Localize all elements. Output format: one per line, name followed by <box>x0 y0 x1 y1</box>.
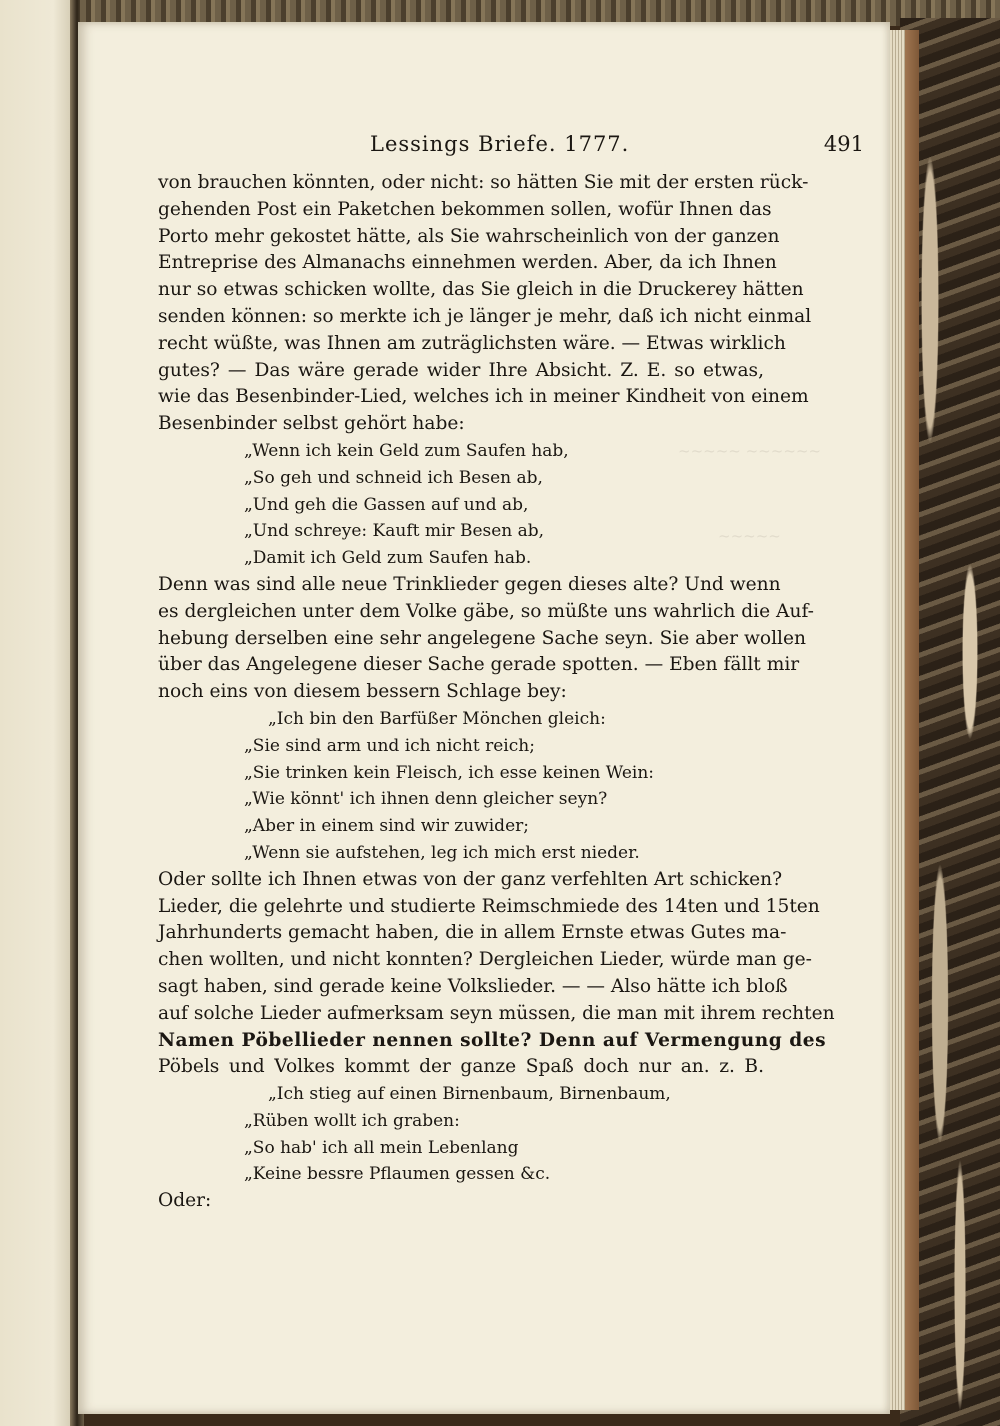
text-line: Oder: <box>158 1190 212 1212</box>
verse-line: „So geh und schneid ich Besen ab, <box>244 467 543 488</box>
text-line: nur so etwas schicken wollte, das Sie gleich in die Druckerey hätten <box>158 279 804 301</box>
verse-line: „Und schreye: Kauft mir Besen ab, <box>244 521 545 542</box>
text-line: chen wollten, und nicht konnten? Dergleichen Lieder, würde man ge- <box>158 949 812 971</box>
text-line: Lieder, die gelehrte und studierte Reimschmiede des 14ten und 15ten <box>158 895 820 917</box>
text-line: gutes? — Das wäre gerade wider Ihre Absicht. Z. E. so etwas, <box>158 359 764 381</box>
verse-line: „Und geh die Gassen auf und ab, <box>244 494 529 515</box>
text-line: Jahrhunderts gemacht haben, die in allem Ernste etwas Gutes ma- <box>158 922 787 944</box>
text-line: wie das Besenbinder-Lied, welches ich in meiner Kindheit von einem <box>158 386 809 408</box>
text-line: von brauchen könnten, oder nicht: so hätten Sie mit der ersten rück- <box>158 172 809 193</box>
show-through-text: ~~~~~ <box>718 527 781 545</box>
verse-line: „Keine bessre Pflaumen gessen &c. <box>244 1164 551 1185</box>
verse-line: „Damit ich Geld zum Saufen hab. <box>244 548 532 569</box>
text-line: sagt haben, sind gerade keine Volkslieder. — — Also hätte ich bloß <box>158 975 788 997</box>
body-text <box>158 170 835 1215</box>
page-number: 491 <box>823 132 864 156</box>
verse-line: „Aber in einem sind wir zuwider; <box>244 816 529 837</box>
text-line: auf solche Lieder aufmerksam seyn müssen, die man mit ihrem rechten <box>158 1002 835 1024</box>
show-through-text: ~~~~~ ~~~~~~ <box>678 442 822 460</box>
verse-line: „So hab' ich all mein Lebenlang <box>244 1137 519 1158</box>
text-line: es dergleichen unter dem Volke gäbe, so müßte uns wahrlich die Auf- <box>158 600 814 622</box>
verse-line: „Wie könnt' ich ihnen denn gleicher seyn? <box>244 789 608 810</box>
text-line: Denn was sind alle neue Trinklieder gegen dieses alte? Und wenn <box>158 573 781 595</box>
text-line: Namen Pöbellieder nennen sollte? Denn auf Vermengung des <box>158 1029 827 1051</box>
text-line: Pöbels und Volkes kommt der ganze Spaß doch nur an. z. B. <box>158 1056 764 1078</box>
text-line: gehenden Post ein Paketchen bekommen sollen, wofür Ihnen das <box>158 198 772 220</box>
text-line: Besenbinder selbst gehört habe: <box>158 413 465 435</box>
text-line: Porto mehr gekostet hätte, als Sie wahrscheinlich von der ganzen <box>158 225 780 247</box>
text-line: recht wüßte, was Ihnen am zuträglichsten wäre. — Etwas wirklich <box>158 332 786 354</box>
book-page <box>78 22 890 1414</box>
verse-line: „Rüben wollt ich graben: <box>244 1110 460 1131</box>
text-line: hebung derselben eine sehr angelegene Sache seyn. Sie aber wollen <box>158 627 806 649</box>
verse-line: „Wenn ich kein Geld zum Saufen hab, <box>244 440 569 461</box>
leather-spine-strip <box>905 30 919 1410</box>
verse-line: „Ich stieg auf einen Birnenbaum, Birnenbaum, <box>268 1084 671 1105</box>
text-line: noch eins von diesem bessern Schlage bey: <box>158 681 567 703</box>
text-line: über das Angelegene dieser Sache gerade spotten. — Eben fällt mir <box>158 654 800 676</box>
verse-line: „Sie trinken kein Fleisch, ich esse keinen Wein: <box>244 762 655 783</box>
verse-line: „Sie sind arm und ich nicht reich; <box>244 735 535 756</box>
text-line: Entreprise des Almanachs einnehmen werden. Aber, da ich Ihnen <box>158 252 777 274</box>
running-head: Lessings Briefe. 1777. <box>370 132 630 156</box>
text-line: senden können: so merkte ich je länger je mehr, daß ich nicht einmal <box>158 305 812 327</box>
verse-line: „Wenn sie aufstehen, leg ich mich erst nieder. <box>244 842 640 863</box>
text-line: Oder sollte ich Ihnen etwas von der ganz verfehlten Art schicken? <box>158 868 783 890</box>
facing-page-edge <box>0 0 76 1426</box>
verse-line: „Ich bin den Barfüßer Mönchen gleich: <box>268 708 606 729</box>
